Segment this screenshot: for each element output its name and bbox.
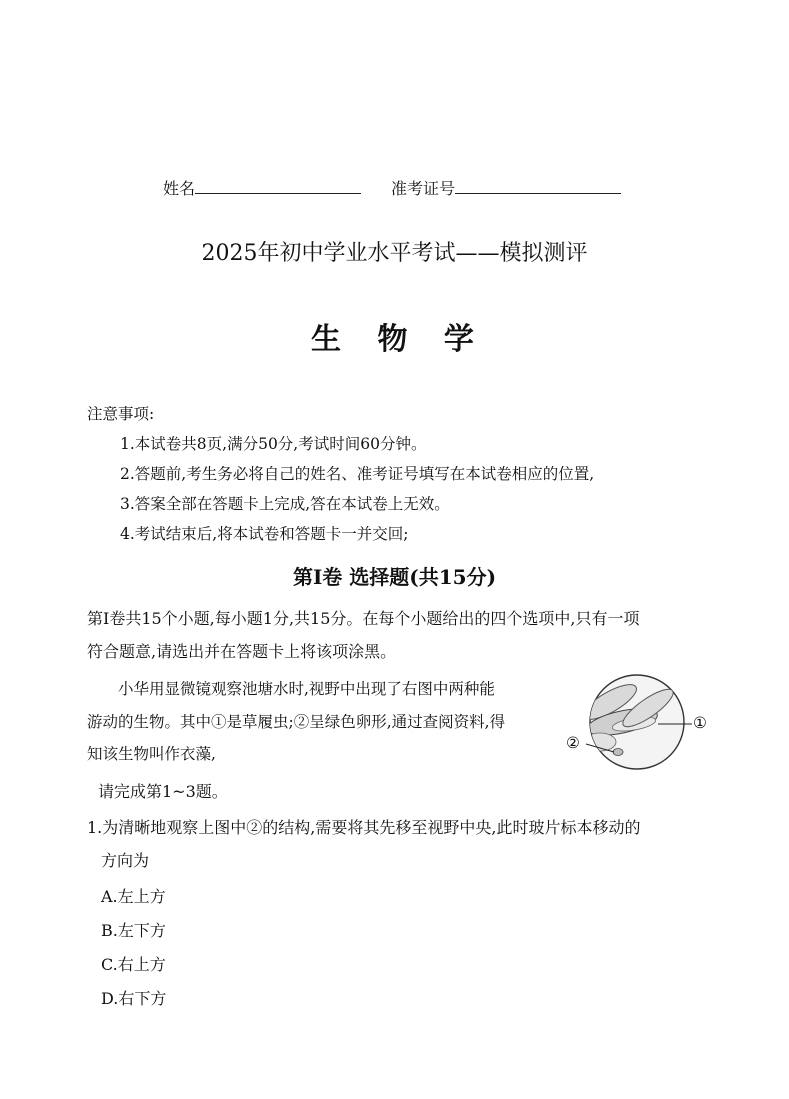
notes-title: 注意事项: [87,405,155,423]
passage-line-2: 游动的生物。其中①是草履虫;②呈绿色卵形,通过查阅资料,得 [87,713,506,731]
name-label: 姓名 [163,179,196,198]
exam-id-field-row [391,176,621,199]
exam-id-blank[interactable] [455,177,621,194]
passage-line-1: 小华用显微镜观察池塘水时,视野中出现了右图中两种能 [118,680,495,698]
name-field-row [163,176,361,199]
question-1-stem-line-1: 1.为清晰地观察上图中②的结构,需要将其先移至视野中央,此时玻片标本移动的 [87,818,641,837]
microscope-field-figure [560,672,720,772]
section-intro-line-1: 第Ⅰ卷共15个小题,每小题1分,共15分。在每个小题给出的四个选项中,只有一项 [87,609,640,628]
figure-label-1: ① [693,714,707,732]
exam-title: 2025年初中学业水平考试——模拟测评 [201,241,588,266]
subject-title: 生 物 学 [311,322,478,357]
question-1-option-a: A.左上方 [101,887,166,906]
passage-line-4: 请完成第1~3题。 [98,782,228,801]
notes-item-2: 2.答题前,考生务必将自己的姓名、准考证号填写在本试卷相应的位置, [120,465,595,483]
notes-item-4: 4.考试结束后,将本试卷和答题卡一并交回; [120,525,409,543]
question-1-option-b: B.左下方 [101,921,166,940]
question-1-option-c: C.右上方 [101,955,166,974]
notes-item-3: 3.答案全部在答题卡上完成,答在本试卷上无效。 [120,495,450,513]
passage-line-3: 知该生物叫作衣藻, [87,745,216,763]
question-1-option-d: D.右下方 [101,989,167,1008]
name-blank[interactable] [195,177,361,194]
figure-label-2: ② [566,734,580,752]
question-1-stem-line-2: 方向为 [101,851,150,870]
notes-item-1: 1.本试卷共8页,满分50分,考试时间60分钟。 [120,435,427,453]
section-title: 第Ⅰ卷 选择题(共15分) [292,565,497,589]
section-intro-line-2: 符合题意,请选出并在答题卡上将该项涂黑。 [87,642,397,661]
exam-id-label: 准考证号 [391,179,456,198]
